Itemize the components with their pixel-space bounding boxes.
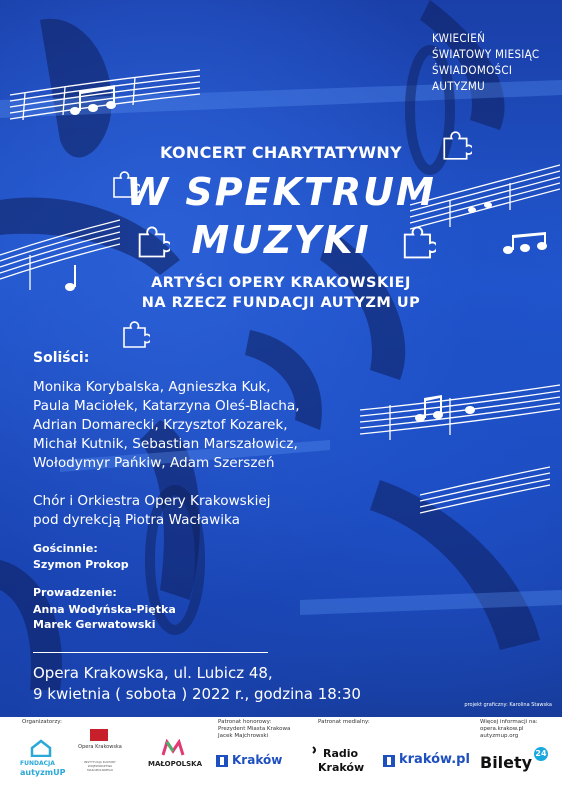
music-staff-top-left bbox=[5, 65, 205, 155]
guest-name: Szymon Prokop bbox=[33, 558, 129, 571]
divider bbox=[33, 652, 268, 653]
radio-krakow-logo bbox=[312, 745, 372, 779]
opera-subtitle: INSTYTUCJA KULTURY WOJEWÓDZTWA MAŁOPOLSKIEGO bbox=[84, 760, 116, 772]
more-info-line: opera.krakow.pl bbox=[480, 726, 524, 732]
awareness-line: ŚWIATOWY MIESIĄC bbox=[432, 47, 540, 61]
choir-orchestra bbox=[33, 492, 271, 530]
venue-address: Opera Krakowska, ul. Lubicz 48, bbox=[33, 664, 273, 682]
krakow-crest-icon bbox=[215, 754, 229, 768]
bilety-24-badge: 24 bbox=[534, 747, 548, 761]
fundacja-text: FUNDACJA bbox=[20, 760, 55, 767]
soloists-line: Monika Korybalska, Agnieszka Kuk, bbox=[33, 379, 271, 395]
subtitle-line-1: ARTYŚCI OPERY KRAKOWSKIEJ bbox=[151, 275, 411, 291]
radio-wave-icon bbox=[312, 745, 322, 755]
honorary-line: Patronat honorowy: bbox=[218, 719, 272, 725]
malopolska-icon bbox=[161, 739, 185, 757]
soloists-line: Paula Maciołek, Katarzyna Oleś-Blacha, bbox=[33, 398, 300, 414]
concert-type: KONCERT CHARYTATYWNY bbox=[160, 143, 402, 162]
soloists-line: Michał Kutnik, Sebastian Marszałowicz, bbox=[33, 436, 298, 452]
opera-krakowska-logo bbox=[75, 729, 125, 784]
malopolska-logo bbox=[148, 739, 203, 779]
awareness-line: KWIECIEŃ bbox=[432, 31, 486, 45]
krakow-pl-text: kraków.pl bbox=[399, 752, 470, 767]
host-heading: Prowadzenie: bbox=[33, 586, 117, 599]
design-credit: projekt graficzny: Karolina Stawska bbox=[464, 702, 552, 708]
fundacja-autyzmup-logo bbox=[18, 739, 66, 789]
soloists-heading: Soliści: bbox=[33, 350, 90, 366]
host-name: Marek Gerwatowski bbox=[33, 618, 156, 631]
radio-krakow-text: Kraków bbox=[318, 761, 365, 774]
honorary-line: Prezydent Miasta Krakowa bbox=[218, 726, 291, 732]
honorary-patronage-label bbox=[218, 719, 290, 740]
krakow-logo bbox=[215, 752, 290, 772]
bilety-text: Bilety bbox=[480, 753, 533, 772]
media-patronage-label: Patronat medialny: bbox=[318, 719, 370, 725]
awareness-month-label bbox=[432, 30, 542, 94]
choir-line: Chór i Orkiestra Opery Krakowskiej bbox=[33, 493, 271, 509]
radio-text: Radio bbox=[323, 747, 359, 760]
autyzmup-text: autyzmUP bbox=[20, 768, 66, 777]
music-staff-lower-right bbox=[420, 455, 550, 525]
opera-emblem bbox=[90, 729, 108, 741]
krakow-text: Kraków bbox=[232, 753, 283, 767]
krakow-pl-logo bbox=[382, 752, 470, 772]
organizers-label: Organizatorzy: bbox=[22, 719, 63, 725]
bilety24-logo bbox=[480, 747, 555, 777]
host-name: Anna Wodyńska-Piętka bbox=[33, 603, 176, 616]
more-info-line: Więcej informacji na: bbox=[480, 719, 538, 725]
guest-heading: Gościnnie: bbox=[33, 542, 98, 555]
choir-line: pod dyrekcją Piotra Wacławika bbox=[33, 512, 240, 528]
awareness-line: AUTYZMU bbox=[432, 79, 485, 93]
honorary-line: Jacek Majchrowski bbox=[218, 733, 269, 739]
poster-title-line-2: MUZYKI bbox=[191, 218, 371, 262]
subtitle-line-2: NA RZECZ FUNDACJI AUTYZM UP bbox=[141, 295, 421, 311]
more-info-line: autyzmup.org bbox=[480, 733, 519, 739]
poster-title-line-1: W SPEKTRUM bbox=[126, 170, 436, 214]
sponsor-footer bbox=[0, 717, 562, 795]
hosts-list bbox=[33, 602, 176, 632]
more-info-label bbox=[480, 719, 538, 740]
opera-name: Opera Krakowska bbox=[78, 744, 122, 750]
soloists-line: Adrian Domarecki, Krzysztof Kozarek, bbox=[33, 417, 288, 433]
awareness-line: ŚWIADOMOŚCI bbox=[432, 63, 513, 77]
krakow-crest-icon bbox=[382, 754, 396, 768]
soloists-list bbox=[33, 378, 300, 473]
malopolska-text: MAŁOPOLSKA bbox=[148, 760, 203, 768]
event-date-time: 9 kwietnia ( sobota ) 2022 r., godzina 18:30 bbox=[33, 685, 361, 703]
soloists-line: Wołodymyr Pańkiw, Adam Szerszeń bbox=[33, 455, 275, 471]
puzzle-piece-icon bbox=[120, 320, 150, 350]
house-icon bbox=[30, 739, 52, 757]
